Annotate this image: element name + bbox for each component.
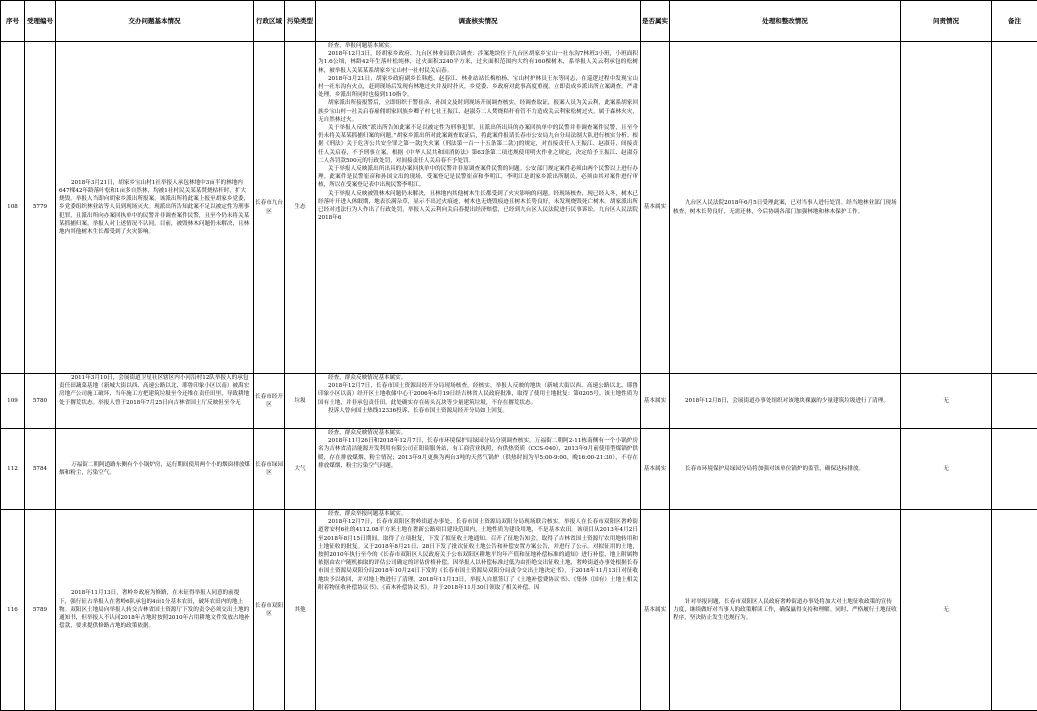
cell-pollution: 大气	[285, 429, 316, 510]
investigation-paragraph: 关于举报人反映被毁林木问题仍未解决，且林地内其他树木生长都受到了火灾影响的问题。经现场核查，现已经入冬，树木已经落叶开进入休眠期，地表长满杂草，显示不出过火痕迹，树木也无烧毁痕迹且树木长势良好，未发现烧毁死亡树木。胡家派出所已经对违法行为人作出了行政处罚，举报人关云利向关启春提出经济赔偿，已经到九台区人民法院进行民事诉讼，九台区人民法院2018年6	[318, 190, 638, 223]
header-accountability: 问责情况	[901, 1, 992, 42]
header-is-true: 是否属实	[641, 1, 670, 42]
cell-district: 长春市双阳区	[254, 510, 285, 711]
cell-accept-no: 5779	[25, 42, 56, 374]
cell-accountability: 无	[901, 510, 992, 711]
investigation-paragraph: 关于举报人反映“派出所告知此案不足以被定性为刑事犯罪，且派出所出具的办案回执单中的民警并非调查案件民警，且至今仍未将关某某抓捕归案的问题。”胡家乡派出所对此案调查取证后，将此案件报请长春市公安局九台分局法制大队进行核实分析。根据《刑法》关于危害公共安全罪之第一款[失火案（刑法第一百一十五条第二款）]的规定，对直接责任人王振江、赵淑芬，间接责任人关启春，不予刑事立案。根据《中华人民共和国消防法》第63条第二项违规使用明火作业之规定，决定给予王振江、赵淑芬二人各罚款500元的行政处罚，对间接责任人关启春不予处罚。	[318, 124, 638, 165]
cell-accept-no: 5784	[25, 429, 56, 510]
cell-seq: 109	[1, 374, 25, 429]
table-row	[1, 374, 1037, 429]
table-row	[1, 510, 1037, 711]
header-issue: 交办问题基本情况	[56, 1, 254, 42]
cell-is-true: 基本属实	[641, 42, 670, 374]
header-row	[1, 1, 1037, 42]
cell-pollution: 其他	[285, 510, 316, 711]
cell-is-true: 基本属实	[641, 510, 670, 711]
cell-accountability	[901, 42, 992, 374]
cell-investigation	[316, 510, 641, 711]
cell-handling: 长春市环境保护局绿园分局将加强对该单位锅炉的监管，确保达标排放。	[670, 429, 901, 510]
cell-handling: 九台区人民法院2018年6月5日受理此案，已对当事人进行处罚。经当地林业部门现场核查，树木长势良好，无需还林，今后协调各部门加强林地和林木保护工作。	[670, 42, 901, 374]
cell-investigation	[316, 429, 641, 510]
investigation-summary: 经查，举报问题基本属实。	[318, 42, 638, 50]
cell-pollution: 垃圾	[285, 374, 316, 429]
cell-is-true: 基本属实	[641, 429, 670, 510]
investigation-paragraph: 2018年12月7日，长春市双阳区奢岭街道办事处、长春市国土资源局双阳分局现场联合核实。举报人在长春市双阳区奢岭街道奢安村6社的4112.08平方米土地在奢新公路项目建设范围内。土地性质为建设用地，不是基本农田。该项目从2013年4月2日至2018年8月15日期间，取得了立项批复，下发了拟征收土地通知、召开了征地告知会，取得了吉林省国土资源厅农用地转用和土地征收的批复。又于2018年8月21日、28日下发了批次征收土地公告和补偿安置方案公告，并进行了公示。对拟征用的土地，按照2010年执行至今的《长春市双阳区人民政府关于公布双阳区耕地平均年产值和征地补偿标准的通知》进行补偿，地上附属物依据由农户随机抽取的评估公司确定的评估价格补偿。因举报人以补偿标准过低为由拒绝交出征收土地，奢岭街道办事处根据长春市国土资源局双阳分局2018年10月24日下发的《长春市国土资源局双阳分局责令交出土地决定书》，于2018年11月13日对征收地块予以收回，并对地上物进行了清理。2018年11月13日，举报人自愿签订了《土地补偿费协议书》、《集体（国有）土地上相关附着物征收补偿协议书》、《苗木补偿协议书》，并于2018年11月30日领取了相关补偿。因	[318, 518, 638, 592]
header-remarks: 备注	[992, 1, 1037, 42]
header-district: 行政区域	[254, 1, 285, 42]
header-handling: 处理和整改情况	[670, 1, 901, 42]
cell-seq: 116	[1, 510, 25, 711]
cell-handling: 2018年12月8日，会展街道办事处组织对该地块裸露的少量建筑垃圾进行了清理。	[670, 374, 901, 429]
investigation-paragraph: 2018年3月21日，胡家乡政府副乡长韩彪、赵春江、林业站站长梅柏杨、宝山村护林员王东等同志，在巡逻过程中发现宝山村一社东沟有火点，赶到现场后发现有林地过火并及时扑灭，乡党委、乡政府对此事高度重视，立即责成乡派出所立案调查，严肃处理，乡派出所同时也接到110指令。	[318, 75, 638, 100]
cell-issue: 2018年11月13日，奢岭乡政府为修路，在未征得举报人同意的前提下，强行征占举报人在奢岭6队承包的4亩1分基本农田，破坏农田内的地上物。双阳区土地局向举报人转交吉林省国土资源厅下发的责令必须交出土地的通知书，但举报人不认同2018年占地时按照2010年占用耕地文件发放占地补偿款，要求提供修路占地的政策依据。	[56, 510, 254, 711]
header-pollution: 污染类型	[285, 1, 316, 42]
cell-issue: 2018年3月21日，胡家乡宝山村1社举报人承包林地中3亩半的林地内647棵42年龄落叶松和1亩多自然林，均被1社村民关某某焚烧枯杆时，扩大烧毁。举报人当即向胡家乡派出所报案，该派出所将此案上报至胡家乡党委，乡党委组织林业站等人员到现场灭火。现派出所告知此案不足以被定性为刑事犯罪，且派出所向办案回执单中的民警并非调查案件民警，且至今仍未将关某某抓捕归案。举报人对上述情况不认同。目前，被毁林木问题仍未解决，且林地内其他树木生长都受到了火灾影响。	[56, 42, 254, 374]
cell-investigation	[316, 42, 641, 374]
cell-remarks	[992, 429, 1037, 510]
table-row	[1, 429, 1037, 510]
cell-district: 长春市绿园区	[254, 429, 285, 510]
investigation-paragraph: 2018年12月7日，长春市国土资源局经开分局现场核查。经核实，举报人反映的地块（新城大街以西、高速公路以北、耶鲁印象小区以南）经开区土地收储中心于2006年6月19日经吉林省人民政府批准，取得了使用土地批复：第0205号。该土地性质为国有土地，并非承包责任田。此处确实存在砖头瓦块等少量建筑垃圾，不存在撂荒状态。	[318, 382, 638, 407]
investigation-paragraph: 2018年12月3日，经胡家乡政府、九台区林业局联合调查：涉案地块位于九台区胡家乡宝山一社东沟7林班3小班，小班面积为1.6公顷，林龄42年生落叶松纯林，过火面积3240平方米，过火面积范围内大约有160棵树木，系举报人关云利承包的松树林，被举报人关某某系胡家乡宝山村一社村民关启春。	[318, 50, 638, 75]
investigation-paragraph: 2018年11月26日和2018年12月7日，长春市环境保护局绿园分局分别调查核实，万福街二朝阿2-11栋南侧有一个小锅炉房名为吉林省清洁能源开发利用有限公司正阳街服务站，有工商营业执照，有供热资质（CCS-040），2013年9月前使用型煤锅炉供暖，存在排放煤烟、粉尘情况；2013年9月更换为两台3吨的天然气锅炉（供热时间为早5:00-9:00、晚16:00-21:30），不存在排放煤烟、粉尘污染空气问题。	[318, 437, 638, 470]
cell-issue: 万福街二朝阿道路东侧有个小锅炉房，运行期间使用两个小的烟囱排放煤烟和粉尘，污染空气。	[56, 429, 254, 510]
table-row	[1, 42, 1037, 374]
header-investigation: 调查核实情况	[316, 1, 641, 42]
cell-seq: 108	[1, 42, 25, 374]
cell-accept-no: 5780	[25, 374, 56, 429]
investigation-summary: 经查，群众反映情况基本属实。	[318, 374, 638, 382]
investigation-summary: 经查，群众举报问题基本属实。	[318, 510, 638, 518]
cell-is-true: 基本属实	[641, 374, 670, 429]
cell-remarks	[992, 510, 1037, 711]
cell-handling: 针对举报问题，长春市双阳区人民政府奢岭街道办事处将加大对土地征收政策的宣传力度，继续做好对当事人的政策解读工作，确保赢得支持和理解。同时，严格履行土地征收程序，坚决防止发生违规行为。	[670, 510, 901, 711]
cell-district: 长春市经开区	[254, 374, 285, 429]
cell-accountability: 无	[901, 374, 992, 429]
investigation-paragraph: 关于举报人反映派出所出具的办案回执单中的民警并非原调查案件民警的问题。公安部门规定案件必须由两个民警以上进行办理。此案件是民警崔彦和孙国文出的现场，受案登记是民警崔彦和李明江，李明江是胡家乡派出所制员，必须由其对案件进行审核，所以在受案登记表中出现民警李明江。	[318, 165, 638, 190]
cell-issue	[56, 374, 254, 429]
investigation-paragraph: 投诉人曾向国土热线12336投诉，长春市国土资源局经开分局如上回复。	[318, 407, 638, 415]
header-accept-no: 受理编号	[25, 1, 56, 42]
cell-pollution: 生态	[285, 42, 316, 374]
cell-seq: 112	[1, 429, 25, 510]
cell-accountability: 无	[901, 429, 992, 510]
investigation-paragraph: 胡家派出所接报警后，立即组织干警崔彦、孙国文及时到现场开展调查核实，经调查取证，报案人员为关云利，此案系胡家回族乡宝山村一社关启春雇佣胡家回族乡卿子村七社王振江、赵淑芬二人焚烧秸秆看管不力造成关云利家松树过火，属于森林火灾，无自然林过火。	[318, 99, 638, 124]
cell-remarks	[992, 374, 1037, 429]
cell-accept-no: 5789	[25, 510, 56, 711]
investigation-summary: 经查，群众反映情况基本属实。	[318, 429, 638, 437]
cell-investigation	[316, 374, 641, 429]
issue-text: 2011年3月10日，会展街道卫星社区辖区内小河沿村12队举报人的承包责任田蔬菜基地（新城大街以西、高速公路以北、耶鲁印象小区以南）被禹宏房地产公司施工破坏，当年施工方把建筑垃圾至今还堆在责任田里，导致耕地处于撂荒状态。举报人曾于2018年7月25日向吉林省国土厅反映但至今无	[59, 374, 250, 428]
header-seq: 序号	[1, 1, 25, 42]
cell-district: 长春市九台区	[254, 42, 285, 374]
cell-remarks	[992, 42, 1037, 374]
